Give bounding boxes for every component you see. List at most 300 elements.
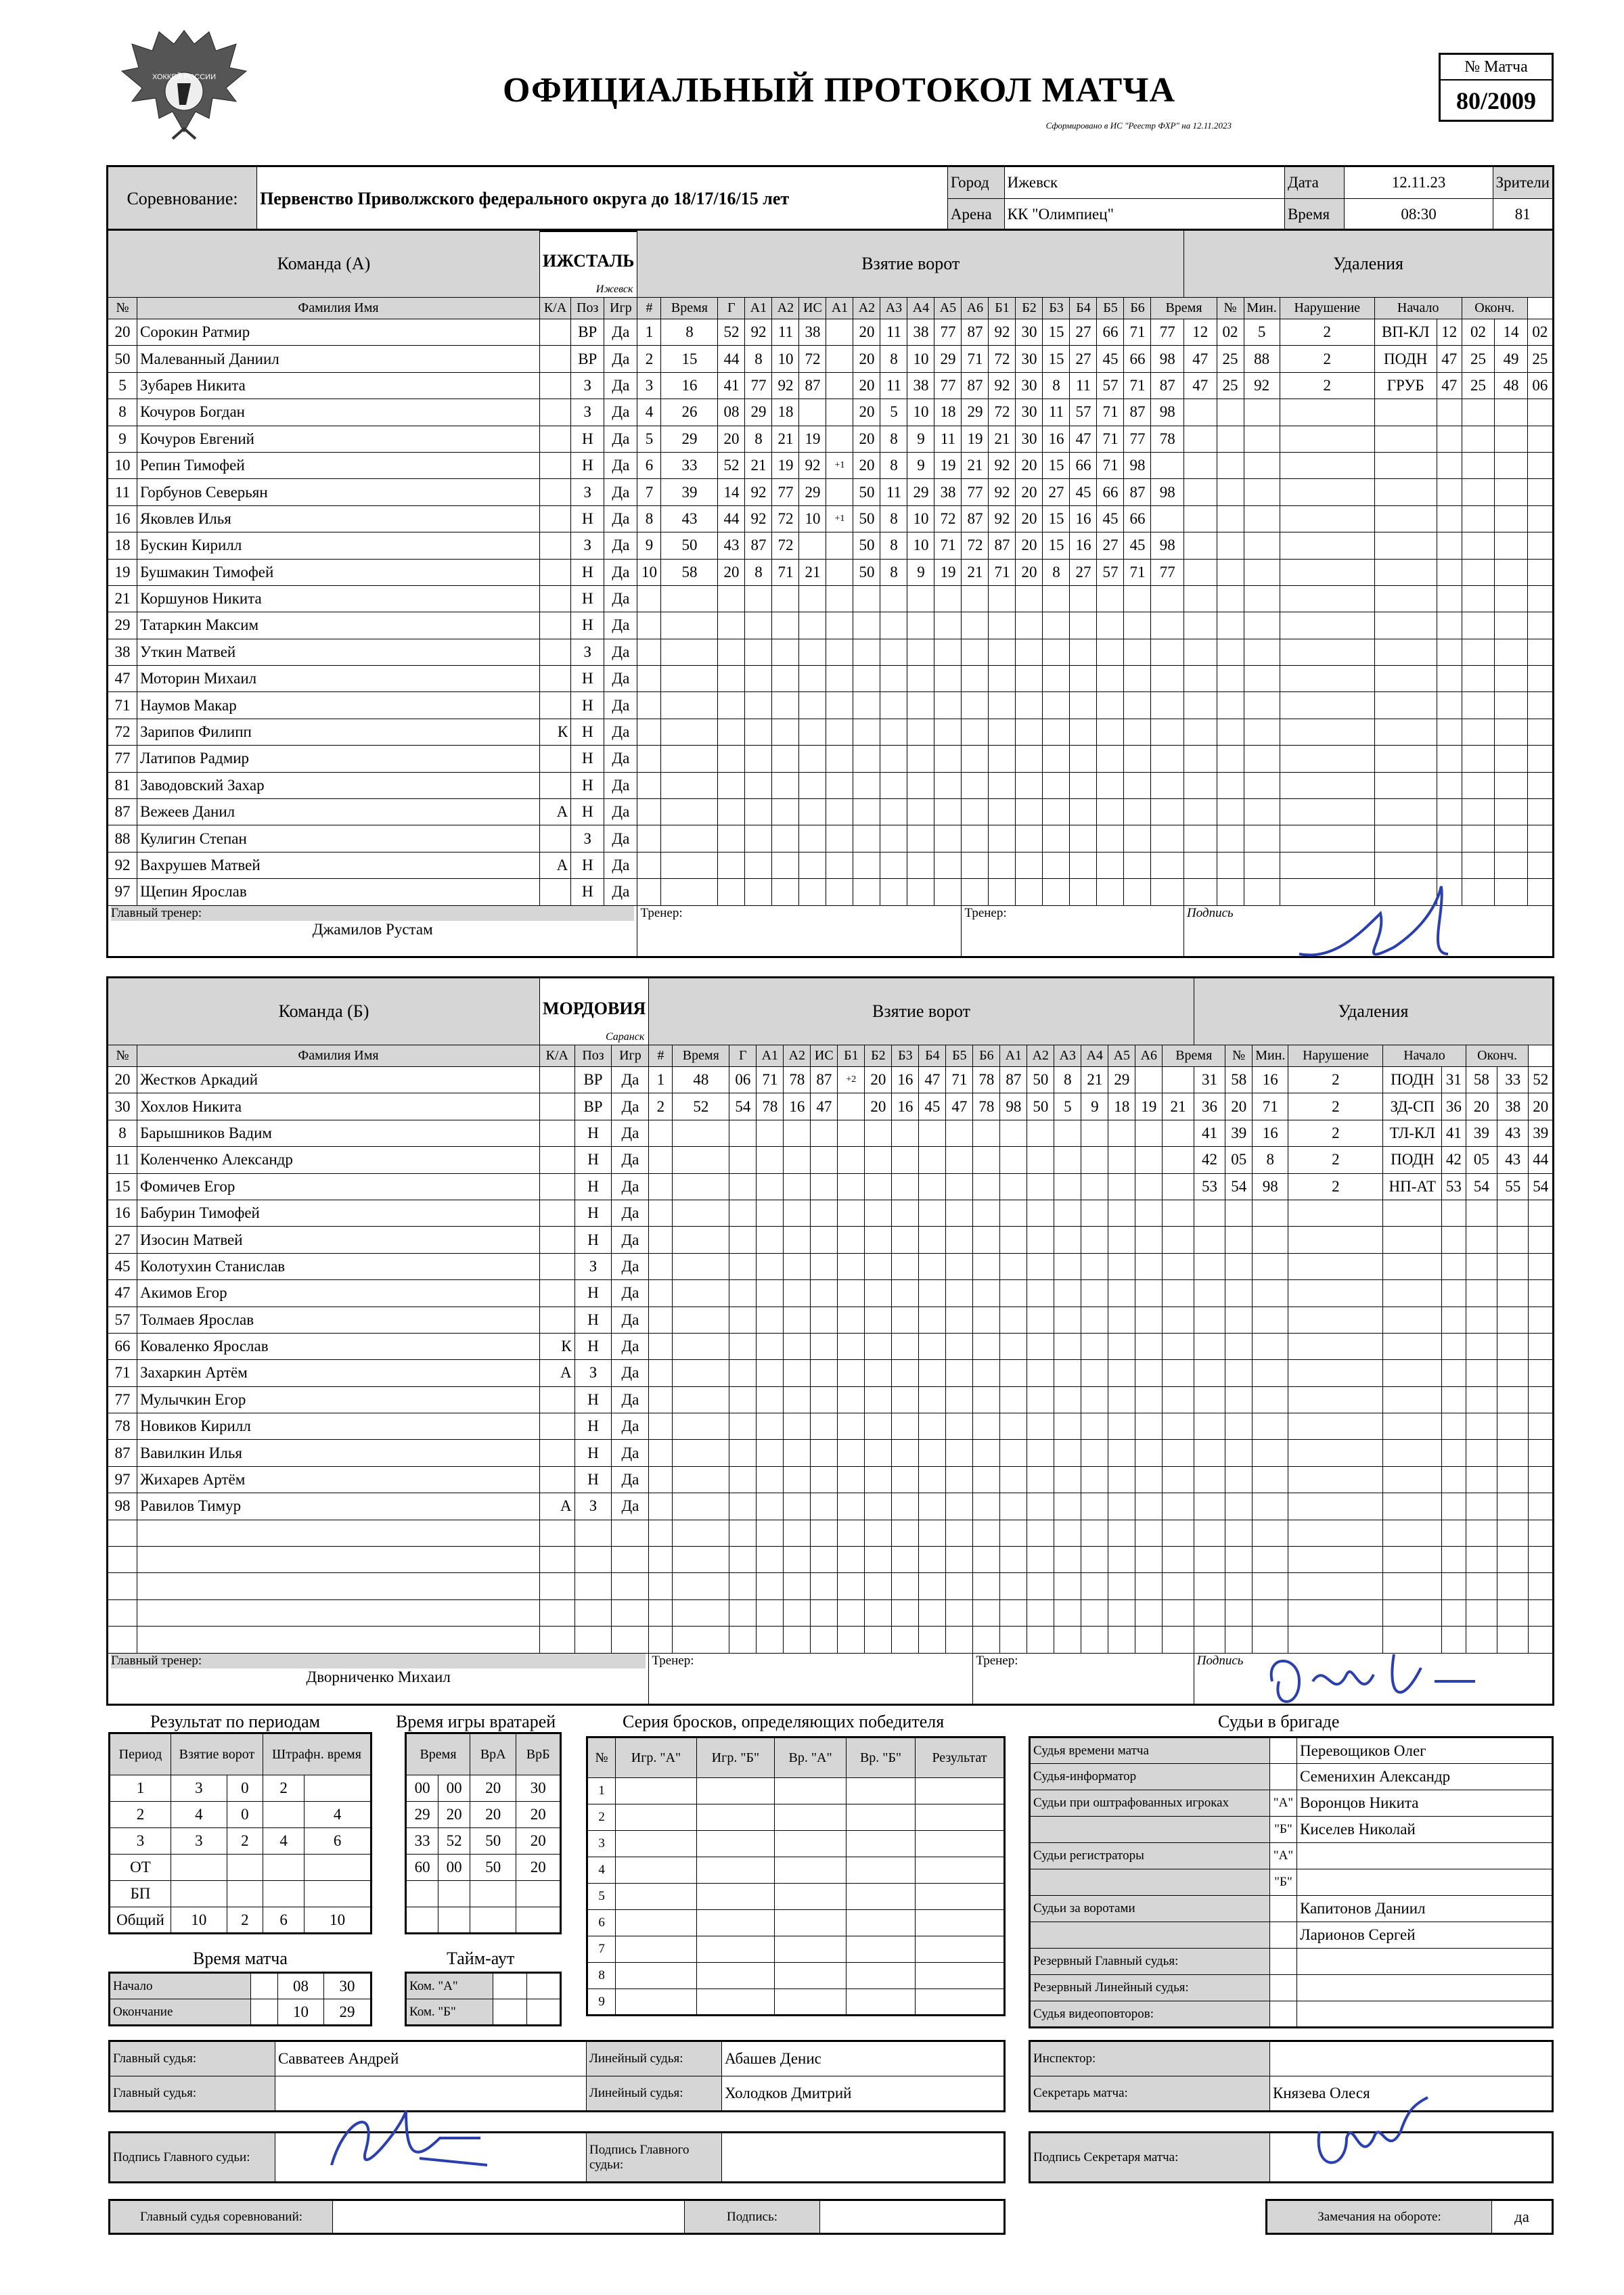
team_a-goal-cell: 26 xyxy=(661,399,718,426)
team_a-goal-cell: 9 xyxy=(907,426,934,452)
team_a-player-played: Да xyxy=(604,666,637,692)
inspector-table xyxy=(1029,2040,1554,2112)
official-row xyxy=(1030,1869,1553,1896)
shootout-row xyxy=(587,1989,1005,2016)
team_a-goal-cell: 92 xyxy=(989,505,1016,532)
team_b-pen-cell xyxy=(1253,1227,1288,1253)
team_a-goal-cell: 87 xyxy=(1124,479,1151,505)
team_b-player-played xyxy=(612,1573,649,1599)
team_a-pen-cell: 06 xyxy=(1527,372,1553,399)
team_b-pen-cell: 2 xyxy=(1288,1120,1383,1146)
team_b-goal-cell xyxy=(1000,1200,1027,1226)
team_a-goal-cell xyxy=(907,719,934,745)
official-name: Воронцов Никита xyxy=(1297,1790,1553,1817)
team_a-goal-cell xyxy=(1070,692,1097,719)
team_b-goal-cell xyxy=(757,1599,784,1626)
referees-table xyxy=(108,2040,1006,2112)
team_b-pen-cell: 98 xyxy=(1253,1173,1288,1200)
team_a-goal-cell xyxy=(826,879,853,905)
team_b-goal-cell xyxy=(649,1466,673,1493)
shootout-no: 7 xyxy=(587,1936,616,1963)
team_b-player-played: Да xyxy=(612,1227,649,1253)
team_a-player-ka xyxy=(540,505,571,532)
shootout-cell xyxy=(696,1936,774,1963)
team_a-pen-cell: 47 xyxy=(1437,372,1462,399)
team_b-col-0: № xyxy=(108,1045,137,1067)
team_a-goal-cell: 1 xyxy=(637,319,661,346)
team_a-pen-cell xyxy=(1280,479,1374,505)
period-cell: 10 xyxy=(171,1907,227,1934)
team_b-pen-cell xyxy=(1194,1280,1225,1306)
team_a-goal-cell: 50 xyxy=(853,479,880,505)
team_a-goal-cell: 19 xyxy=(962,426,989,452)
team_b-goal-cell: 48 xyxy=(673,1067,729,1093)
team_b-player-ka: А xyxy=(540,1360,575,1386)
team_a-goal-cell: 11 xyxy=(1070,372,1097,399)
team_a-player-name: Сорокин Ратмир xyxy=(137,319,540,346)
team_a-goal-cell: 20 xyxy=(1016,559,1043,585)
team_b-pen-cell: 44 xyxy=(1529,1147,1554,1173)
team_b-pen-cell xyxy=(1194,1440,1225,1466)
team_a-player-ka xyxy=(540,559,571,585)
team_a-row xyxy=(108,532,1554,559)
team_b-goal-cell xyxy=(1163,1599,1194,1626)
team_a-player-no: 92 xyxy=(108,852,137,878)
team_a-row xyxy=(108,799,1554,825)
team_b-goal-cell xyxy=(784,1280,811,1306)
team_a-goal-cell: 16 xyxy=(1070,532,1097,559)
team_b-goal-cell xyxy=(1000,1253,1027,1279)
team_b-player-pos: ВР xyxy=(574,1067,612,1093)
team_a-pen-cell xyxy=(1495,879,1528,905)
shootout-cell xyxy=(696,1778,774,1804)
team_a-goal-cell: 72 xyxy=(962,532,989,559)
team_a-player-played: Да xyxy=(604,879,637,905)
team_a-goal-cell: 77 xyxy=(934,372,962,399)
shootout-cell xyxy=(915,1831,1004,1857)
team_a-pen-cell xyxy=(1495,559,1528,585)
team_b-goal-cell xyxy=(811,1493,838,1520)
official-role xyxy=(1030,1922,1270,1949)
team_a-goal-cell xyxy=(1016,772,1043,798)
team_b-player-played: Да xyxy=(612,1200,649,1226)
team_a-goal-cell: 41 xyxy=(718,372,745,399)
team_b-goal-cell xyxy=(673,1253,729,1279)
team_b-pen-cell: 58 xyxy=(1466,1067,1497,1093)
team_b-goal-cell xyxy=(1000,1306,1027,1333)
team_a-goal-cell: 71 xyxy=(1097,452,1124,478)
shootout-cell xyxy=(616,1804,697,1831)
team_a-goal-cell: 57 xyxy=(1097,372,1124,399)
team_a-goal-cell xyxy=(637,772,661,798)
team_a-pen-cell xyxy=(1244,719,1280,745)
team_a-pen-cell xyxy=(1217,666,1244,692)
team_b-player-name: Захаркин Артём xyxy=(137,1360,540,1386)
team_b-player-no: 11 xyxy=(108,1147,137,1173)
team_b-goal-cell xyxy=(673,1440,729,1466)
team_a-goal-cell: 98 xyxy=(1151,346,1184,372)
team_a-player-ka xyxy=(540,346,571,372)
shootout-row xyxy=(587,1804,1005,1831)
team_b-goal-cell xyxy=(811,1333,838,1359)
team_a-goal-cell xyxy=(1124,799,1151,825)
team_a-goal-cell xyxy=(745,639,772,665)
period-cell: Общий xyxy=(110,1907,171,1934)
team_a-pen-cell: 12 xyxy=(1437,319,1462,346)
team_b-goal-cell xyxy=(1081,1386,1108,1413)
team_b-goal-cell xyxy=(729,1573,757,1599)
team_a-goal-cell xyxy=(799,852,826,878)
team_b-goal-cell xyxy=(838,1466,865,1493)
team_b-goal-cell xyxy=(919,1120,946,1146)
team_a-goal-cell xyxy=(907,746,934,772)
team_b-goal-cell xyxy=(865,1333,892,1359)
team_b-goal-cell xyxy=(973,1200,1000,1226)
team_a-pen-cell: 25 xyxy=(1527,346,1553,372)
timeout-table xyxy=(405,1972,562,2026)
team_a-pen-cell xyxy=(1527,879,1553,905)
team_b-goal-cell xyxy=(1163,1520,1194,1546)
team_b-goal-cell xyxy=(1135,1520,1163,1546)
team_a-col-7: Г xyxy=(718,298,745,319)
team_a-col-2: К/А xyxy=(540,298,571,319)
team_b-goal-cell xyxy=(1054,1386,1081,1413)
team_b-goal-cell xyxy=(811,1627,838,1653)
team_a-pen-cell xyxy=(1244,479,1280,505)
team_b-pen-cell: 36 xyxy=(1194,1093,1225,1120)
team_a-row xyxy=(108,372,1554,399)
team_a-pen-cell: 25 xyxy=(1462,346,1495,372)
team_b-goal-cell xyxy=(946,1386,973,1413)
team_b-pen-cell: 54 xyxy=(1466,1173,1497,1200)
official-role: Судьи за воротами xyxy=(1030,1896,1270,1922)
secretary-label: Секретарь матча: xyxy=(1030,2076,1270,2112)
team_b-player-name: Акимов Егор xyxy=(137,1280,540,1306)
team_a-player-ka xyxy=(540,479,571,505)
team_b-goal-cell xyxy=(1135,1306,1163,1333)
team_b-goal-cell xyxy=(811,1573,838,1599)
team_a-col-player-0: А1 xyxy=(826,298,853,319)
team_b-pen-cell xyxy=(1497,1627,1529,1653)
team_b-goal-cell xyxy=(784,1547,811,1573)
team_b-goal-cell xyxy=(1054,1599,1081,1626)
team_a-pen-cell: ГРУБ xyxy=(1374,372,1437,399)
team_b-goal-cell xyxy=(673,1573,729,1599)
team_a-coach-2: Тренер: xyxy=(962,905,1184,957)
team_b-goal-cell xyxy=(1135,1573,1163,1599)
team_b-goal-cell xyxy=(919,1493,946,1520)
team_b-goal-cell xyxy=(784,1120,811,1146)
team_a-player-played: Да xyxy=(604,585,637,612)
team_b-goal-cell xyxy=(757,1227,784,1253)
team_a-goal-cell xyxy=(1124,666,1151,692)
team_b-pen-cell xyxy=(1383,1227,1442,1253)
team_a-pen-cell xyxy=(1462,799,1495,825)
team_a-goal-cell: 77 xyxy=(745,372,772,399)
team_a-goal-cell xyxy=(1151,825,1184,852)
team_b-goal-cell xyxy=(1054,1253,1081,1279)
team_a-player-pos: З xyxy=(571,639,604,665)
team_a-goal-cell xyxy=(772,612,799,639)
team_a-goal-cell xyxy=(1124,879,1151,905)
team_a-player-no: 9 xyxy=(108,426,137,452)
team_a-goal-cell xyxy=(1043,585,1070,612)
official-row xyxy=(1030,1764,1553,1790)
team_b-goal-cell: 50 xyxy=(1027,1093,1054,1120)
team_b-goal-cell xyxy=(1027,1200,1054,1226)
team_b-col-player-0: Б1 xyxy=(838,1045,865,1067)
team_a-pen-cell xyxy=(1495,532,1528,559)
shootout-cell xyxy=(696,1857,774,1884)
team_b-goal-cell xyxy=(673,1147,729,1173)
team_b-player-name xyxy=(137,1599,540,1626)
team_a-goal-cell xyxy=(1043,719,1070,745)
team_b-goal-cell xyxy=(1000,1360,1027,1386)
gk-cell: 29 xyxy=(406,1802,438,1828)
team_b-pen-cell xyxy=(1225,1493,1253,1520)
team_b-pen-cell xyxy=(1194,1573,1225,1599)
team_a-goal-cell: 87 xyxy=(962,505,989,532)
team_a-head-coach: Джамилов Рустам xyxy=(312,920,433,938)
team_a-goal-cell: 20 xyxy=(1016,479,1043,505)
shootout-cell xyxy=(915,1884,1004,1910)
team_b-goal-cell xyxy=(919,1466,946,1493)
team_b-goal-cell xyxy=(649,1440,673,1466)
team_a-goal-cell: 20 xyxy=(1016,452,1043,478)
team_a-pen-cell xyxy=(1184,799,1217,825)
team_b-goal-cell xyxy=(784,1306,811,1333)
team_b-pen-cell xyxy=(1253,1280,1288,1306)
team_b-row xyxy=(108,1147,1554,1173)
team_a-player-no: 21 xyxy=(108,585,137,612)
team_a-pen-cell xyxy=(1437,692,1462,719)
goals-header: Взятие ворот xyxy=(171,1733,263,1775)
team_b-player-no: 78 xyxy=(108,1413,137,1440)
team_b-player-name: Коленченко Александр xyxy=(137,1147,540,1173)
team_a-player-played: Да xyxy=(604,799,637,825)
team_a-goal-cell: 11 xyxy=(1043,399,1070,426)
team_b-col-player-3: Б4 xyxy=(919,1045,946,1067)
team-a-block xyxy=(106,229,1554,958)
team_b-goal-cell: 16 xyxy=(784,1093,811,1120)
team_b-goal-cell xyxy=(946,1227,973,1253)
team_a-goals-title: Взятие ворот xyxy=(637,230,1184,298)
team_a-goal-cell: 8 xyxy=(1043,372,1070,399)
team_a-pen-cell xyxy=(1527,612,1553,639)
team_b-pen-cell xyxy=(1383,1466,1442,1493)
team_a-pen-cell xyxy=(1184,426,1217,452)
team_b-player-pos: Н xyxy=(574,1227,612,1253)
team_b-row xyxy=(108,1360,1554,1386)
team_a-goal-cell: 71 xyxy=(1124,559,1151,585)
team_a-goal-cell: 66 xyxy=(1124,505,1151,532)
team_a-goal-cell: 29 xyxy=(934,346,962,372)
team_b-goal-cell xyxy=(757,1147,784,1173)
team_b-pen-cell xyxy=(1288,1253,1383,1279)
team_b-pen-cell xyxy=(1466,1440,1497,1466)
team_a-pen-cell xyxy=(1527,426,1553,452)
team_b-goal-cell xyxy=(1081,1520,1108,1546)
team_b-goal-cell xyxy=(673,1306,729,1333)
team_a-goal-cell: 33 xyxy=(661,452,718,478)
team_b-goal-cell xyxy=(1135,1386,1163,1413)
team_b-goal-cell xyxy=(865,1573,892,1599)
team_a-goal-cell: 10 xyxy=(907,532,934,559)
team_a-goal-cell xyxy=(989,799,1016,825)
team_b-player-no: 16 xyxy=(108,1200,137,1226)
team_b-goal-cell xyxy=(892,1493,919,1520)
team_a-goal-cell: 98 xyxy=(1151,399,1184,426)
team_b-goal-cell xyxy=(1135,1147,1163,1173)
team_a-pen-cell xyxy=(1374,612,1437,639)
team_a-goal-cell: 21 xyxy=(962,559,989,585)
team_b-goal-cell xyxy=(892,1306,919,1333)
team_a-goal-cell: 18 xyxy=(772,399,799,426)
team_b-pen-cell xyxy=(1529,1440,1554,1466)
team_b-player-played: Да xyxy=(612,1493,649,1520)
team_b-pen-cell xyxy=(1442,1413,1466,1440)
team_b-pen-cell xyxy=(1383,1386,1442,1413)
team_b-player-no: 8 xyxy=(108,1120,137,1146)
team_a-pen-cell xyxy=(1462,399,1495,426)
team_a-pen-cell xyxy=(1280,746,1374,772)
team_b-col-player-6: А1 xyxy=(1000,1045,1027,1067)
team_a-pen-cell xyxy=(1495,746,1528,772)
team_a-goal-cell: 77 xyxy=(934,319,962,346)
team_a-goal-cell: 98 xyxy=(1124,452,1151,478)
team_b-pen-cell xyxy=(1529,1306,1554,1333)
team_a-pen-cell xyxy=(1374,559,1437,585)
team_a-goal-cell xyxy=(718,666,745,692)
team_b-goal-cell xyxy=(838,1493,865,1520)
team_a-goal-cell xyxy=(661,585,718,612)
team_b-goal-cell xyxy=(946,1280,973,1306)
team_a-goal-cell: 43 xyxy=(661,505,718,532)
team_b-goal-cell xyxy=(757,1573,784,1599)
team_b-player-name: Равилов Тимур xyxy=(137,1493,540,1520)
team_a-goal-cell xyxy=(718,719,745,745)
gk-cell: 00 xyxy=(406,1775,438,1802)
match-number-box xyxy=(1439,53,1554,122)
team_a-col-player-3: А4 xyxy=(907,298,934,319)
team_b-pen-cell xyxy=(1466,1573,1497,1599)
team_b-goal-cell xyxy=(1000,1227,1027,1253)
team_a-goal-cell: 27 xyxy=(1043,479,1070,505)
team_b-pen-cell: 43 xyxy=(1497,1147,1529,1173)
team_b-goal-cell xyxy=(1027,1599,1054,1626)
official-row xyxy=(1030,1790,1553,1817)
team_b-goal-cell xyxy=(973,1306,1000,1333)
team_b-goal-cell xyxy=(1027,1173,1054,1200)
team_b-goal-cell: 47 xyxy=(946,1093,973,1120)
team_a-goal-cell xyxy=(1043,879,1070,905)
team_b-player-name: Изосин Матвей xyxy=(137,1227,540,1253)
team_a-pen-cell xyxy=(1437,772,1462,798)
team_a-pen-cell: 47 xyxy=(1184,346,1217,372)
team_b-pen-cell xyxy=(1497,1333,1529,1359)
team_a-player-no: 81 xyxy=(108,772,137,798)
team_b-pen-cell xyxy=(1529,1520,1554,1546)
shootout-cell xyxy=(775,1936,847,1963)
team_a-city: Ижевск xyxy=(595,283,633,295)
team_a-goal-cell xyxy=(1151,772,1184,798)
team_a-goal-cell xyxy=(826,639,853,665)
team_a-goal-cell xyxy=(1097,852,1124,878)
team_a-goal-cell: 20 xyxy=(1016,505,1043,532)
team_a-goal-cell xyxy=(853,612,880,639)
team_a-goal-cell xyxy=(1016,799,1043,825)
team_a-pen-cell: 02 xyxy=(1462,319,1495,346)
official-role: Резервный Главный судья: xyxy=(1030,1949,1270,1975)
team_a-goal-cell: 21 xyxy=(772,426,799,452)
team_a-goal-cell: 8 xyxy=(880,532,907,559)
team_a-goal-cell: 8 xyxy=(1043,559,1070,585)
team_b-row xyxy=(108,1493,1554,1520)
team_b-goal-cell xyxy=(729,1333,757,1359)
team_b-goal-cell xyxy=(973,1147,1000,1173)
shootout-cell xyxy=(915,1910,1004,1936)
team_a-pen-cell xyxy=(1244,559,1280,585)
team_a-goal-cell xyxy=(1016,825,1043,852)
team_b-goal-cell xyxy=(784,1173,811,1200)
team_a-goal-cell: 9 xyxy=(907,452,934,478)
team_a-player-pos: Н xyxy=(571,746,604,772)
team_a-goal-cell xyxy=(1097,612,1124,639)
team_b-goal-cell xyxy=(729,1413,757,1440)
team_a-pen-cell xyxy=(1184,612,1217,639)
team_b-pen-cell: 71 xyxy=(1253,1093,1288,1120)
team_a-goal-cell xyxy=(1016,612,1043,639)
officials-table xyxy=(1029,1736,1554,2028)
team_b-player-played: Да xyxy=(612,1306,649,1333)
team_b-goal-cell xyxy=(1163,1147,1194,1173)
team_a-player-no: 47 xyxy=(108,666,137,692)
team_a-goal-cell xyxy=(745,799,772,825)
arena: КК "Олимпиец" xyxy=(1004,199,1284,231)
team_a-pen-cell xyxy=(1495,692,1528,719)
team_a-row xyxy=(108,666,1554,692)
team_a-goal-cell: 92 xyxy=(745,479,772,505)
team_b-pen-cell xyxy=(1442,1386,1466,1413)
team_b-pen-col-1: № xyxy=(1225,1045,1253,1067)
team_a-goal-cell: 87 xyxy=(962,319,989,346)
team_b-goal-cell: 87 xyxy=(1000,1067,1027,1093)
team_b-goal-cell xyxy=(919,1599,946,1626)
team_b-goal-cell xyxy=(1054,1227,1081,1253)
team_b-goal-cell xyxy=(1163,1067,1194,1093)
official-name xyxy=(1297,1869,1553,1896)
team_a-col-player-10: Б5 xyxy=(1097,298,1124,319)
competition-label: Соревнование: xyxy=(108,166,257,231)
team_a-goal-cell: 71 xyxy=(1124,319,1151,346)
team_a-row xyxy=(108,452,1554,478)
team_a-row xyxy=(108,825,1554,852)
team_b-pen-cell xyxy=(1442,1547,1466,1573)
team_a-player-played: Да xyxy=(604,426,637,452)
shootout-cell xyxy=(696,1804,774,1831)
team_a-goal-cell xyxy=(1151,639,1184,665)
gk-cell: 20 xyxy=(470,1802,516,1828)
team_a-pen-cell xyxy=(1280,612,1374,639)
team_b-pen-cell xyxy=(1442,1440,1466,1466)
team_a-pen-cell xyxy=(1495,479,1528,505)
team_b-pen-cell xyxy=(1225,1360,1253,1386)
shootout-row xyxy=(587,1778,1005,1804)
team_b-goal-cell xyxy=(1000,1573,1027,1599)
team_a-pen-cell xyxy=(1244,746,1280,772)
team_a-pen-cell xyxy=(1184,559,1217,585)
team_a-pen-cell xyxy=(1280,825,1374,852)
